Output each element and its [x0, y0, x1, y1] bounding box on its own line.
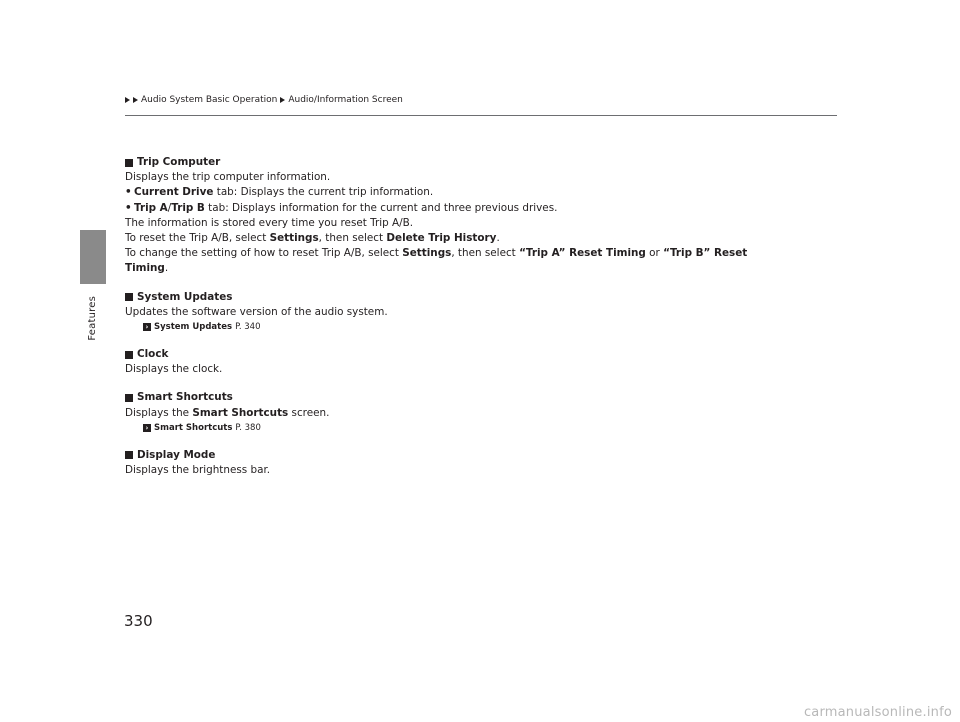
section-text: Updates the software version of the audio system. — [125, 305, 388, 318]
section-text: To reset the Trip A/B, select Settings, then select Delete Trip History. — [125, 232, 500, 245]
breadcrumb-item[interactable]: Audio/Information Screen — [288, 95, 403, 105]
section-heading: Smart Shortcuts — [125, 390, 765, 405]
reference-arrow-icon: › — [143, 424, 151, 432]
bullet-icon: • — [125, 186, 132, 199]
square-bullet-icon — [125, 451, 133, 459]
section-tab — [80, 230, 106, 284]
reference-arrow-icon: › — [143, 323, 151, 331]
page-content — [125, 155, 765, 478]
square-bullet-icon — [125, 159, 133, 167]
section-text: Displays the Smart Shortcuts screen. — [125, 406, 330, 419]
cross-reference-link[interactable]: › Smart Shortcuts P. 380 — [125, 421, 765, 435]
square-bullet-icon — [125, 351, 133, 359]
header-rule — [125, 115, 837, 116]
watermark: carmanualsonline.info — [803, 705, 952, 720]
breadcrumb-item[interactable]: Audio System Basic Operation — [141, 95, 278, 105]
square-bullet-icon — [125, 394, 133, 402]
list-item: • Trip A/Trip B tab: Displays information for the current and three previous drives. — [125, 201, 765, 216]
section-text: To change the setting of how to reset Trip A/B, select Settings, then select “Trip A” Reset Timing or “Trip B” Reset Timing. — [125, 247, 748, 275]
breadcrumb — [125, 95, 403, 105]
section-heading: Clock — [125, 347, 765, 362]
cross-reference-link[interactable]: › System Updates P. 340 — [125, 320, 765, 334]
section-text: Displays the trip computer information. — [125, 171, 331, 184]
list-item: • Current Drive tab: Displays the current trip information. — [125, 185, 765, 200]
section-heading: Trip Computer — [125, 155, 765, 170]
section-heading: System Updates — [125, 290, 765, 305]
section-heading: Display Mode — [125, 448, 765, 463]
triangle-right-icon — [280, 97, 285, 103]
section-text: The information is stored every time you reset Trip A/B. — [125, 216, 414, 229]
section-text: Displays the brightness bar. — [125, 464, 271, 477]
triangle-right-icon — [125, 97, 130, 103]
page-number: 330 — [124, 612, 153, 630]
section-label: Features — [87, 296, 98, 341]
section-text: Displays the clock. — [125, 363, 223, 376]
square-bullet-icon — [125, 293, 133, 301]
triangle-right-icon — [133, 97, 138, 103]
bullet-icon: • — [125, 201, 132, 214]
